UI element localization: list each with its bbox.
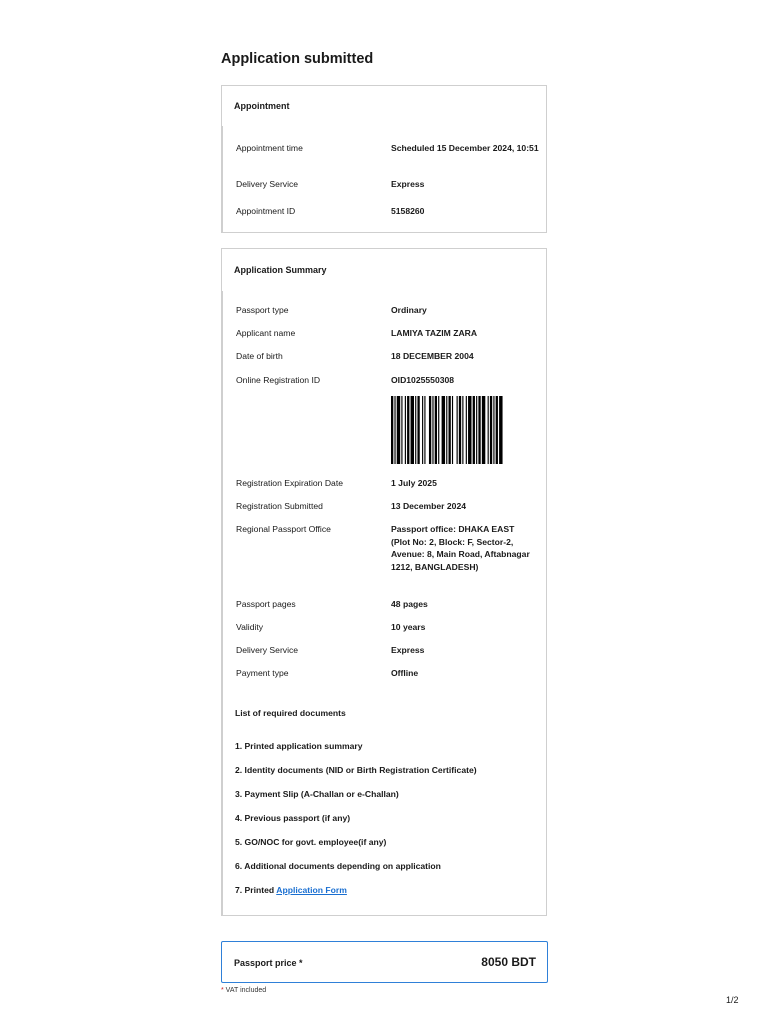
passport-price-label: Passport price * (234, 958, 303, 968)
detail-value: Ordinary (391, 305, 427, 315)
list-item: 4. Previous passport (if any) (235, 813, 351, 823)
barcode-bar (462, 396, 463, 464)
barcode-bar (496, 396, 498, 464)
passport-price-box (221, 941, 548, 983)
list-item: 3. Payment Slip (A-Challan or e-Challan) (235, 789, 399, 799)
appointment-card (221, 85, 547, 233)
detail-label: Registration Submitted (236, 501, 323, 511)
passport-price-value: 8050 BDT (481, 955, 536, 969)
detail-label: Date of birth (236, 351, 283, 361)
registration-barcode (391, 396, 561, 464)
barcode-bar (493, 396, 494, 464)
barcode-bar (401, 396, 402, 464)
card-divider (222, 291, 223, 916)
detail-value: 10 years (391, 622, 426, 632)
barcode-bar (417, 396, 419, 464)
detail-value: LAMIYA TAZIM ZARA (391, 328, 478, 338)
detail-label: Delivery Service (236, 645, 299, 655)
barcode-bar (466, 396, 467, 464)
barcode-bar (429, 396, 431, 464)
detail-label: Delivery Service (236, 179, 299, 189)
barcode-bar (468, 396, 471, 464)
detail-value: 1 July 2025 (391, 478, 437, 488)
application-form-link[interactable]: Application Form (276, 885, 347, 895)
page-number: 1/2 (726, 995, 739, 1005)
detail-value: Scheduled 15 December 2024, 10:51 (391, 143, 539, 153)
vat-note-text: VAT included (223, 987, 267, 994)
barcode-bar (449, 396, 451, 464)
vat-note (221, 987, 266, 994)
barcode-bar (391, 396, 393, 464)
barcode-bar (478, 396, 480, 464)
detail-label: Appointment ID (236, 206, 296, 216)
detail-label: Online Registration ID (236, 375, 321, 385)
application-summary-card (221, 248, 547, 916)
barcode-bar (457, 396, 458, 464)
detail-value: 18 DECEMBER 2004 (391, 351, 474, 361)
barcode-bar (452, 396, 453, 464)
page-title: Application submitted (221, 51, 374, 67)
barcode-bar (446, 396, 447, 464)
detail-value: 13 December 2024 (391, 501, 467, 511)
barcode-bar (442, 396, 445, 464)
detail-label: Payment type (236, 668, 289, 678)
barcode-bar (432, 396, 433, 464)
barcode-bar (438, 396, 439, 464)
list-item: 6. Additional documents depending on application (235, 861, 441, 871)
list-item: 5. GO/NOC for govt. employee(if any) (235, 837, 387, 847)
detail-label: Passport pages (236, 599, 296, 609)
barcode-bar (435, 396, 437, 464)
barcode-bar (488, 396, 489, 464)
detail-label: Regional Passport Office (236, 524, 331, 534)
barcode-bar (422, 396, 423, 464)
detail-value: Passport office: DHAKA EAST (Plot No: 2, Block: F, Sector-2, Avenue: 8, Main Road, Aftabnagar 1212, BANGLADESH) (391, 524, 530, 572)
detail-label: Validity (236, 622, 264, 632)
barcode-bar (482, 396, 485, 464)
detail-value: Express (391, 645, 425, 655)
detail-label: Passport type (236, 305, 289, 315)
detail-value: 48 pages (391, 599, 428, 609)
detail-value: 5158260 (391, 206, 425, 216)
detail-label: Applicant name (236, 328, 296, 338)
list-item-prefix: 7. Printed (235, 885, 277, 895)
summary-card-title: Application Summary (234, 265, 327, 275)
required-documents-heading: List of required documents (235, 708, 346, 718)
barcode-bar (407, 396, 409, 464)
barcode-bar (490, 396, 492, 464)
barcode-bar (476, 396, 477, 464)
barcode-bar (459, 396, 461, 464)
detail-value: OID1025550308 (391, 375, 455, 385)
detail-value: Express (391, 179, 425, 189)
barcode-bar (424, 396, 425, 464)
list-item: 1. Printed application summary (235, 741, 363, 751)
barcode-bar (397, 396, 400, 464)
list-item: 2. Identity documents (NID or Birth Registration Certificate) (235, 765, 477, 775)
detail-label: Registration Expiration Date (236, 478, 343, 488)
detail-value: Offline (391, 668, 419, 678)
barcode-bar (499, 396, 502, 464)
barcode-bar (411, 396, 414, 464)
detail-label: Appointment time (236, 143, 303, 153)
list-item-application-form (235, 885, 347, 895)
barcode-bar (405, 396, 406, 464)
barcode-bar (394, 396, 395, 464)
barcode-bar (473, 396, 475, 464)
appointment-card-title: Appointment (234, 101, 290, 111)
barcode-bar (415, 396, 416, 464)
card-divider (222, 126, 223, 233)
required-star: * (221, 987, 224, 994)
